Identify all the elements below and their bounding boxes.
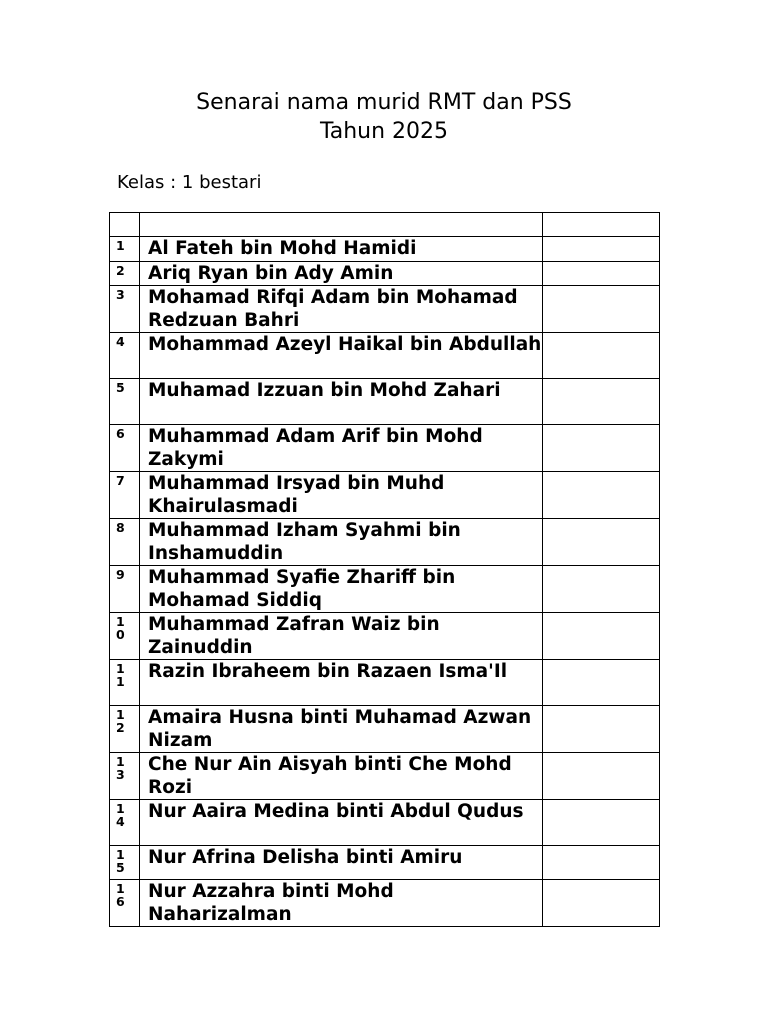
row-number [110, 753, 140, 800]
blank-cell [543, 846, 660, 880]
row-number-text: 14 [116, 801, 125, 829]
row-number-text: 8 [116, 520, 125, 535]
student-name: Nur Afrina Delisha binti Amiru [140, 846, 543, 880]
student-name: Muhammad Zafran Waiz bin Zainuddin [140, 613, 543, 660]
row-number-text: 10 [116, 614, 125, 642]
row-number [110, 800, 140, 846]
blank-cell [543, 660, 660, 706]
student-name: Al Fateh bin Mohd Hamidi [140, 237, 543, 262]
table-row [110, 800, 660, 846]
row-number [110, 472, 140, 519]
row-number [110, 379, 140, 425]
table-row [110, 425, 660, 472]
blank-cell [543, 519, 660, 566]
row-number-text: 12 [116, 707, 125, 735]
row-number-text: 16 [116, 881, 125, 909]
row-number-text: 11 [116, 661, 125, 689]
table-row [110, 846, 660, 880]
row-number [110, 566, 140, 613]
header-cell-blank [543, 213, 660, 237]
student-name: Mohamad Rifqi Adam bin Mohamad Redzuan Bahri [140, 286, 543, 333]
table-row [110, 613, 660, 660]
student-name: Ariq Ryan bin Ady Amin [140, 261, 543, 286]
row-number [110, 519, 140, 566]
document-subtitle-year: Tahun 2025 [319, 119, 449, 144]
table-row [110, 379, 660, 425]
row-number-text: 4 [116, 334, 125, 349]
row-number-text: 2 [116, 262, 125, 278]
table-row [110, 472, 660, 519]
table-row [110, 706, 660, 753]
table-row [110, 880, 660, 927]
row-number-text: 6 [116, 426, 125, 441]
student-table-body [110, 213, 660, 927]
row-number [110, 846, 140, 880]
blank-cell [543, 261, 660, 286]
blank-cell [543, 379, 660, 425]
student-name: Muhammad Adam Arif bin Mohd Zakymi [140, 425, 543, 472]
row-number-text: 15 [116, 847, 125, 875]
row-number-text: 9 [116, 567, 125, 582]
student-name: Razin Ibraheem bin Razaen Isma'Il [140, 660, 543, 706]
row-number-text: 3 [116, 287, 125, 302]
student-name: Mohammad Azeyl Haikal bin Abdullah [140, 333, 543, 379]
table-header-row [110, 213, 660, 237]
blank-cell [543, 333, 660, 379]
row-number [110, 706, 140, 753]
student-name: Nur Azzahra binti Mohd Naharizalman [140, 880, 543, 927]
row-number-text: 1 [116, 238, 125, 253]
blank-cell [543, 613, 660, 660]
table-row [110, 286, 660, 333]
row-number-text: 5 [116, 380, 125, 395]
student-name: Muhamad Izzuan bin Mohd Zahari [140, 379, 543, 425]
blank-cell [543, 425, 660, 472]
blank-cell [543, 706, 660, 753]
row-number [110, 261, 140, 286]
blank-cell [543, 880, 660, 927]
row-number-text: 13 [116, 754, 125, 782]
row-number [110, 237, 140, 262]
row-number-text: 7 [116, 473, 125, 488]
student-name: Che Nur Ain Aisyah binti Che Mohd Rozi [140, 753, 543, 800]
row-number [110, 613, 140, 660]
document-title: Senarai nama murid RMT dan PSS [196, 90, 572, 115]
blank-cell [543, 566, 660, 613]
table-row [110, 566, 660, 613]
row-number [110, 660, 140, 706]
student-name: Amaira Husna binti Muhamad Azwan Nizam [140, 706, 543, 753]
class-label: Kelas : 1 bestari [117, 172, 262, 193]
row-number [110, 425, 140, 472]
table-row [110, 660, 660, 706]
student-name: Muhammad Izham Syahmi bin Inshamuddin [140, 519, 543, 566]
student-name: Nur Aaira Medina binti Abdul Qudus [140, 800, 543, 846]
blank-cell [543, 472, 660, 519]
header-cell-name [140, 213, 543, 237]
student-table [109, 212, 660, 927]
blank-cell [543, 237, 660, 262]
row-number [110, 333, 140, 379]
header-cell-number [110, 213, 140, 237]
table-row [110, 237, 660, 262]
student-name: Muhammad Syafie Zhariff bin Mohamad Siddiq [140, 566, 543, 613]
student-name: Muhammad Irsyad bin Muhd Khairulasmadi [140, 472, 543, 519]
table-row [110, 333, 660, 379]
blank-cell [543, 286, 660, 333]
table-row [110, 519, 660, 566]
row-number [110, 286, 140, 333]
blank-cell [543, 753, 660, 800]
blank-cell [543, 800, 660, 846]
row-number [110, 880, 140, 927]
table-row [110, 753, 660, 800]
table-row [110, 261, 660, 286]
